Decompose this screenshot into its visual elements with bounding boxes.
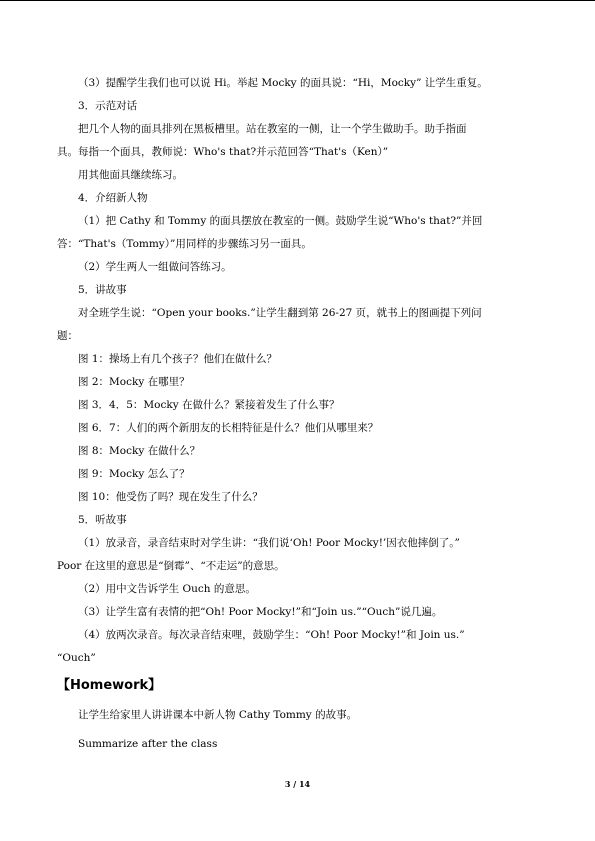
homework-heading: 【Homework】 (57, 678, 162, 693)
homework-line: 让学生给家里人讲讲课本中新人物 Cathy Tommy 的故事。 (78, 709, 358, 721)
text-line: 答：“That's（Tommy）”用同样的步骤练习另一面具。 (57, 238, 312, 250)
list-item: 图 10：他受伤了吗？现在发生了什么？ (78, 491, 263, 503)
section-heading: 5．听故事 (78, 514, 127, 526)
page-content (57, 72, 540, 756)
text-line: 把几个人物的面具排列在黑板槽里。站在教室的一侧，让一个学生做助手。助手指面 (78, 123, 467, 135)
top-rule (0, 0, 595, 1)
text-line: Poor 在这里的意思是“倒霉”、“不走运”的意思。 (57, 560, 285, 572)
list-item: 图 3．4．5：Mocky 在做什么？紧接着发生了什么事？ (78, 399, 340, 411)
list-item: 图 8：Mocky 在做什么？ (78, 445, 201, 457)
section-heading: 4．介绍新人物 (78, 192, 148, 204)
section-heading: 5．讲故事 (78, 284, 127, 296)
list-item: 图 2：Mocky 在哪里？ (78, 376, 190, 388)
text-line: （1）把 Cathy 和 Tommy 的面具摆放在教室的一侧。鼓励学生说“Who's that?”并回 (78, 215, 483, 227)
text-line: 题： (57, 330, 78, 342)
text-line: （3）让学生富有表情的把“Oh! Poor Mocky!”和“Join us.”“Ouch”说几遍。 (78, 606, 443, 618)
text-line: （4）放两次录音。每次录音结束哩，鼓励学生：“Oh! Poor Mocky!”和 Join us.” (78, 629, 465, 641)
text-line: （2）学生两人一组做问答练习。 (78, 261, 232, 273)
list-item: 图 9：Mocky 怎么了？ (78, 468, 190, 480)
text-line: 用其他面具继续练习。 (78, 169, 183, 181)
text-line: （2）用中文告诉学生 Ouch 的意思。 (78, 583, 256, 595)
text-line: “Ouch” (57, 652, 96, 664)
text-line: （3）提醒学生我们也可以说 Hi。举起 Mocky 的面具说：“Hi，Mocky” 让学生重复。 (78, 77, 488, 89)
page-number: 3 / 14 (284, 779, 311, 789)
text-line: 具。每指一个面具，教师说：Who's that?并示范回答“That's（Ken）” (57, 146, 389, 158)
homework-line: Summarize after the class (78, 738, 218, 750)
list-item: 图 6．7：人们的两个新朋友的长相特征是什么？他们从哪里来？ (78, 422, 379, 434)
text-line: （1）放录音，录音结束时对学生讲：“我们说‘Oh! Poor Mocky!’因衣他摔倒了。” (78, 537, 460, 549)
text-line: 对全班学生说：“Open your books.”让学生翻到第 26-27 页，就书上的图画提下列问 (78, 307, 482, 319)
section-heading: 3．示范对话 (78, 100, 138, 112)
list-item: 图 1：操场上有几个孩子？他们在做什么？ (78, 353, 278, 365)
